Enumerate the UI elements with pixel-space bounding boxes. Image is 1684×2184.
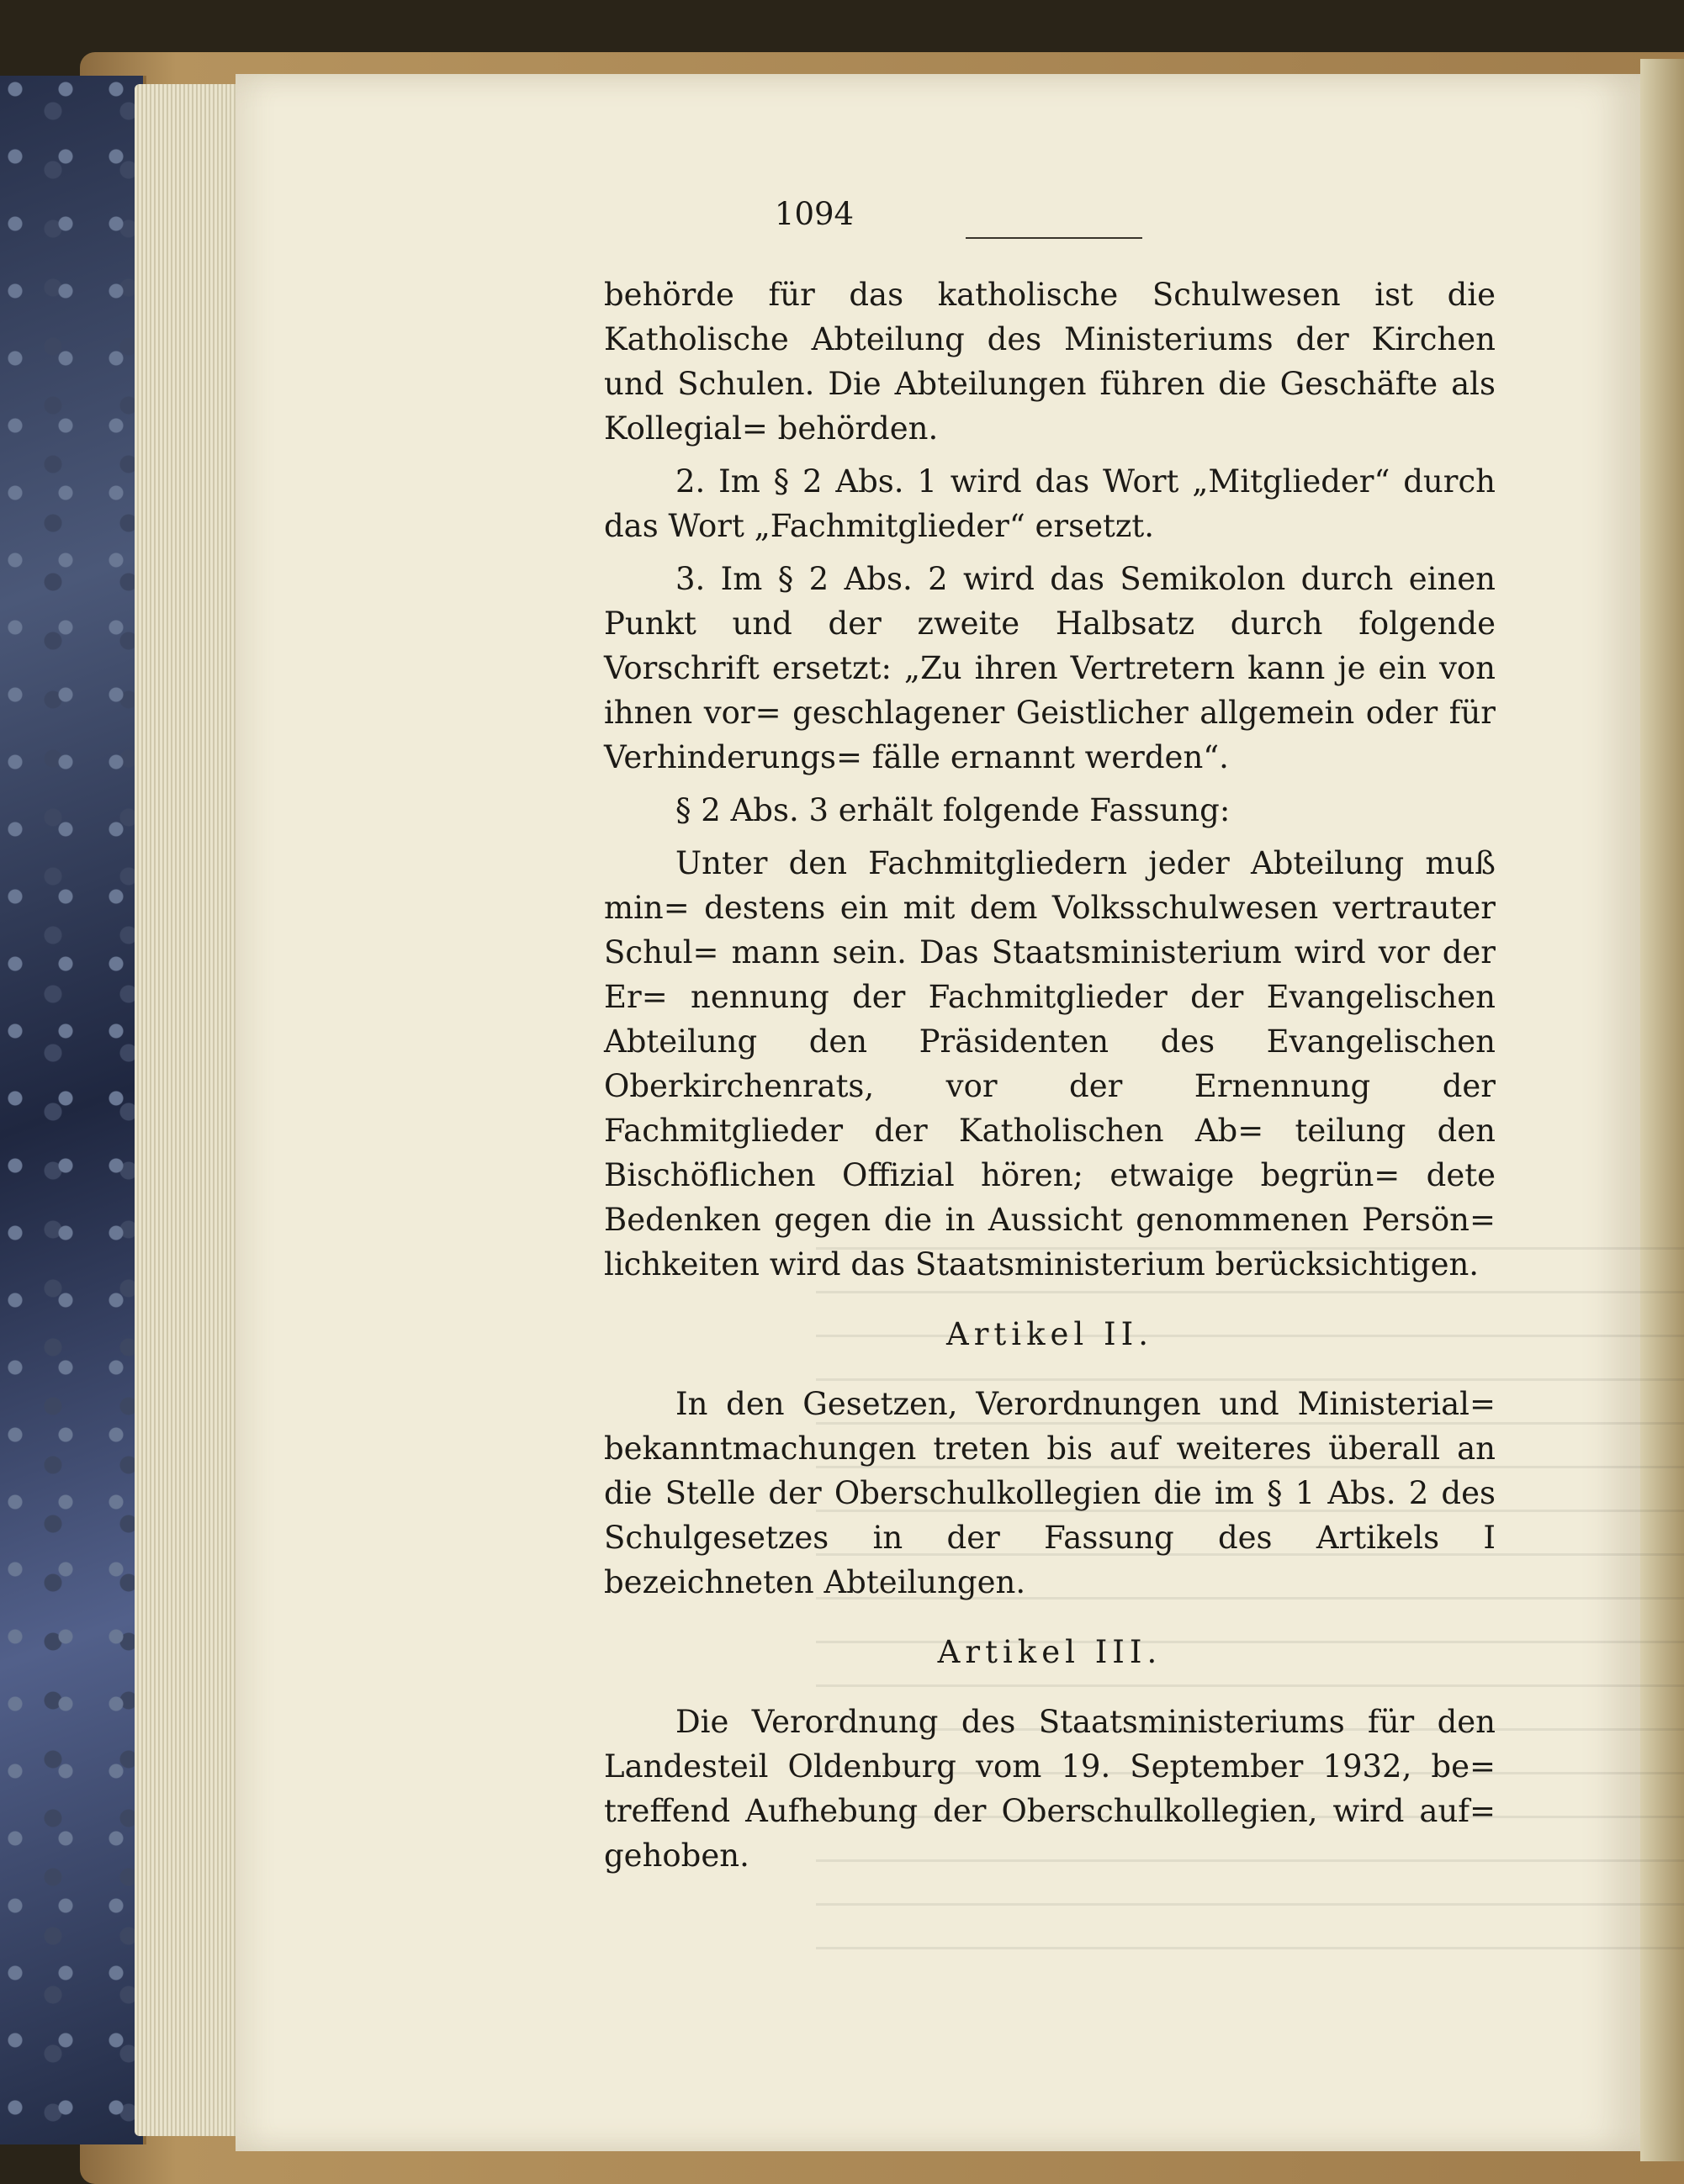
article-3-text: Die Verordnung des Staatsministeriums für den Landesteil Oldenburg vom 19. September 1932, be= treffend Aufhebung der Oberschulkollegien, wird auf= gehoben. <box>604 1704 1496 1874</box>
paragraph-item-2: 2. Im § 2 Abs. 1 wird das Wort „Mitglieder“ durch das Wort „Fachmitglieder“ ersetzt. <box>604 463 1496 544</box>
page-number: 1094 <box>774 196 855 232</box>
article-2-heading: Artikel II. <box>945 1316 1153 1352</box>
page-number-rule <box>966 237 1142 239</box>
paragraph-item-3: 3. Im § 2 Abs. 2 wird das Semikolon durch einen Punkt und der zweite Halbsatz durch folgende Vorschrift ersetzt: „Zu ihren Vertretern kann je ein von ihnen vor= geschlagener Geistlicher allgemein oder für Verhinderungs= fälle ernannt werden“. <box>604 561 1496 775</box>
article-2-text: In den Gesetzen, Verordnungen und Ministerial= bekanntmachungen treten bis auf weiteres überall an die Stelle der Oberschulkollegien die im § 1 Abs. 2 des Schulgesetzes in der Fassung des Artikels I bezeichneten Abteilungen. <box>604 1386 1496 1600</box>
paragraph-section-text: Unter den Fachmitgliedern jeder Abteilung muß min= destens ein mit dem Volksschulwesen vertrauter Schul= mann sein. Das Staatsministerium wird vor der Er= nennung der Fachmitglieder der Evangelischen Abteilung den Präsidenten des Evangelischen Oberkirchenrats, vor der Ernennung der Fachmitglieder der Katholischen Ab= teilung den Bischöflichen Offizial hören; etwaige begrün= dete Bedenken gegen die in Aussicht genommenen Persön= lichkeiten wird das Staatsministerium berücksichtigen. <box>604 845 1496 1282</box>
page-text-block <box>604 193 1496 1886</box>
paragraph-section-intro: § 2 Abs. 3 erhält folgende Fassung: <box>675 792 1231 828</box>
article-3-heading: Artikel III. <box>937 1634 1162 1670</box>
page-stack-edges <box>135 84 244 2136</box>
marbled-endpaper <box>0 76 146 2144</box>
paragraph-continuation: behörde für das katholische Schulwesen ist die Katholische Abteilung des Ministeriums der Kirchen und Schulen. Die Abteilungen führen die Geschäfte als Kollegial= behörden. <box>604 277 1496 447</box>
